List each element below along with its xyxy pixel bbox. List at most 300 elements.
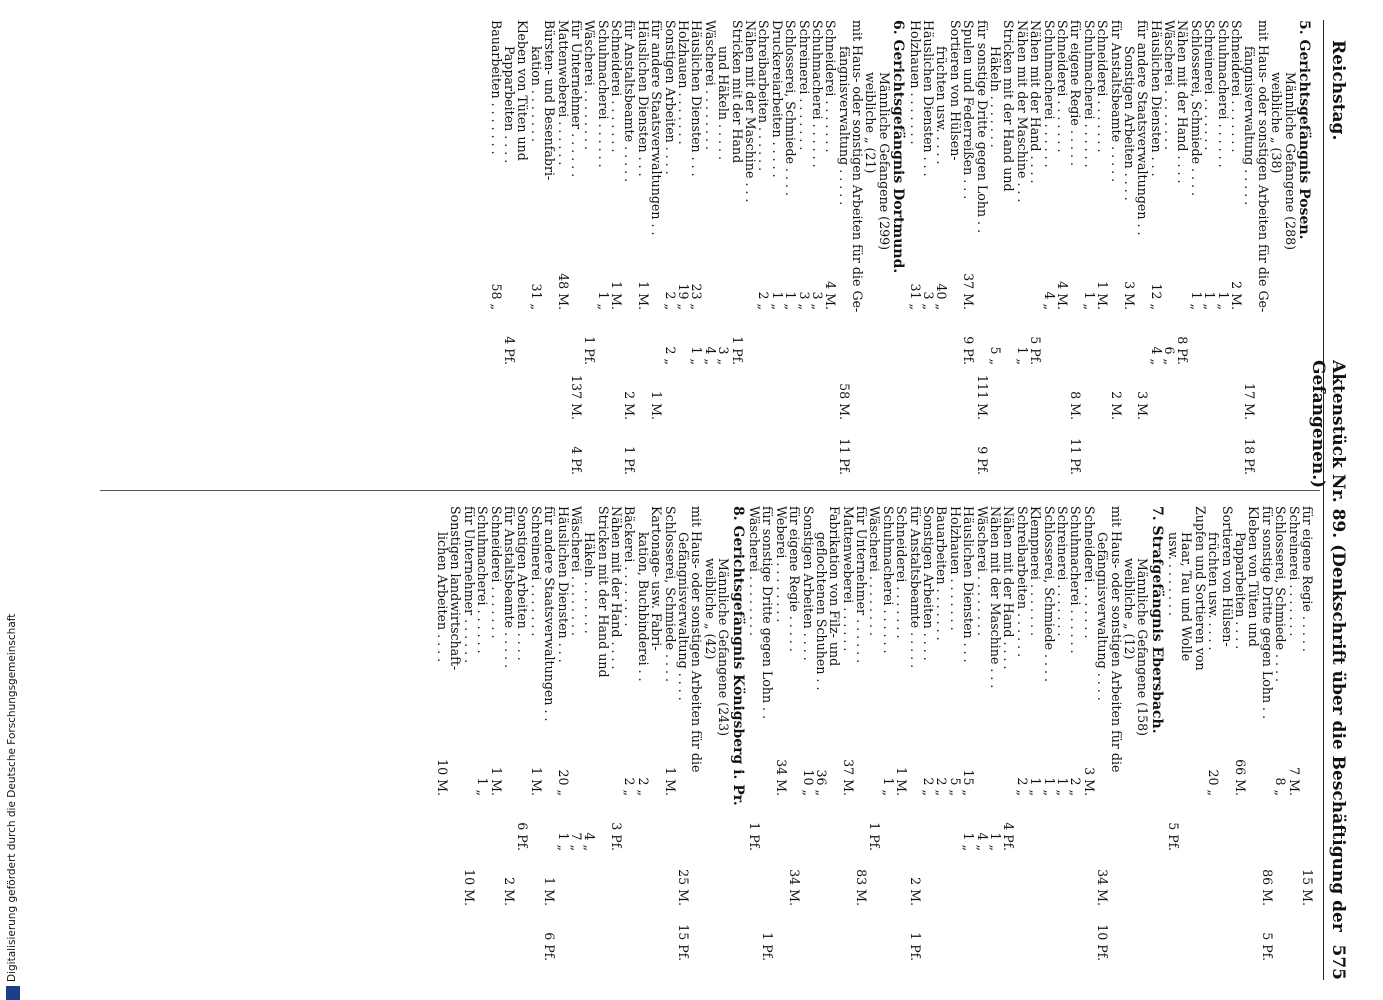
row-value-v1: 37 M. xyxy=(840,759,856,796)
row-value-v1: 36 „ xyxy=(813,769,829,796)
row-label: kation, Buchbinderei . . xyxy=(635,532,651,682)
row-label: weibliche „ (38) xyxy=(1269,72,1285,174)
row-value-v1: 10 M. xyxy=(435,759,450,796)
row-value-v2: 5 „ xyxy=(988,346,1004,365)
row-label: Schuhmacherei . . . . . . xyxy=(595,20,611,168)
row-value-v2: 1 „ xyxy=(555,832,571,851)
row-label: Druckereiarbeiten . . . . . xyxy=(769,20,785,178)
row-value-v1: 1 M. xyxy=(635,281,651,310)
row-value-v3: 3 M. xyxy=(1135,391,1151,420)
table-row xyxy=(770,20,783,475)
row-value-v1: 4 M. xyxy=(1054,281,1070,310)
row-label: Gefängnisverwaltung . . . . xyxy=(1095,532,1111,701)
row-value-v4: 9 Pf. xyxy=(974,446,990,475)
table-row xyxy=(1256,20,1269,475)
table-row xyxy=(503,20,516,475)
row-label: Schuhmacherei . . . . . . xyxy=(809,20,825,168)
table-row xyxy=(922,506,935,961)
table-row xyxy=(543,506,556,961)
page-header xyxy=(1308,20,1350,980)
row-label: Schuhmacherei . . . . . . xyxy=(475,506,491,654)
table-row xyxy=(1069,20,1082,475)
row-label: Schreinerei . . . . . . . xyxy=(796,20,812,151)
row-value-v1: 2 „ xyxy=(635,777,651,796)
row-label: Nähen mit der Maschine . . . xyxy=(1014,20,1030,203)
row-value-v2: 4 „ xyxy=(702,346,718,365)
row-value-v2: 4 „ xyxy=(974,832,990,851)
row-label: für eigene Regie . . . . . xyxy=(1300,506,1315,652)
row-label: weibliche „ (42) xyxy=(702,558,718,660)
row-value-v3: 1 M. xyxy=(649,391,665,420)
table-row xyxy=(948,506,961,961)
row-value-v1: 1 M. xyxy=(662,767,678,796)
table-row xyxy=(1243,20,1256,475)
row-value-v2: 8 Pf. xyxy=(1175,336,1191,365)
row-value-v2: 1 „ xyxy=(961,832,977,851)
row-label: Schneiderei . . . . . . . xyxy=(1095,20,1111,153)
row-label: Schuhmacherei . . . . . . xyxy=(1041,20,1057,168)
row-label: Stricken mit der Hand und xyxy=(595,506,611,678)
row-value-v1: 19 „ xyxy=(676,283,692,310)
row-value-v1: 2 M. xyxy=(1229,281,1245,310)
digitization-credit: Digitalisierung gefördert durch die Deutsche Forschungsgemeinschaft xyxy=(6,613,18,982)
row-label: Nähen mit der Maschine . . . xyxy=(742,20,758,203)
row-label: kation . . . . . . . xyxy=(528,46,544,142)
row-value-v1: 1 „ xyxy=(475,777,491,796)
row-label: Schneiderei . . . . . . . xyxy=(823,20,839,153)
row-label: Schlosserei, Schmiede . . . . xyxy=(1273,506,1289,683)
row-value-v4: 1 Pf. xyxy=(760,932,776,961)
table-row xyxy=(948,20,961,475)
table-row xyxy=(610,20,623,475)
table-row xyxy=(1283,20,1296,475)
row-value-v1: 31 „ xyxy=(528,283,544,310)
table-row xyxy=(1096,20,1109,475)
row-value-v1: 20 „ xyxy=(555,769,571,796)
row-label: für eigene Regie . . . . . xyxy=(1068,20,1084,166)
row-value-v4: 6 Pf. xyxy=(542,932,558,961)
row-label: Männliche Gefangene (288) xyxy=(1282,72,1298,251)
row-value-v4: 4 Pf. xyxy=(568,446,584,475)
section-heading xyxy=(1148,506,1165,961)
table-row xyxy=(1189,20,1202,475)
table-row xyxy=(908,506,921,961)
row-label: Schneiderei . . . . . . . xyxy=(1229,20,1245,153)
row-value-v2: 6 „ xyxy=(1162,346,1178,365)
row-label: Kartonage- usw. Fabri- xyxy=(649,506,665,651)
table-row xyxy=(797,20,810,475)
table-row xyxy=(1056,20,1069,475)
table-row xyxy=(1260,506,1273,961)
row-label: für Unternehmer . . . . . . xyxy=(854,506,870,664)
row-label: mit Haus- oder sonstigen Arbeiten für die Ge- xyxy=(850,20,866,313)
row-label: Bäckerei . . . . . . . . xyxy=(622,506,638,627)
table-row xyxy=(529,506,542,961)
row-label: Häkeln . . . . . . . xyxy=(988,46,1004,148)
left-column xyxy=(489,20,1314,475)
row-label: geflochtenen Schuhen . . xyxy=(813,532,829,691)
row-value-v2: 1 „ xyxy=(988,832,1004,851)
row-label: Häuslichen Diensten . . . xyxy=(555,506,571,663)
row-label: Wäscherei . . . . . . . . xyxy=(702,20,718,150)
row-value-v1: 3 M. xyxy=(1121,281,1137,310)
table-row xyxy=(1136,506,1149,961)
row-value-v1: 31 „ xyxy=(907,283,923,310)
table-row xyxy=(864,20,877,475)
row-value-v1: 1 „ xyxy=(1054,777,1070,796)
row-label: Klempnerei . . . . . . . xyxy=(1028,506,1044,637)
row-value-v3: 58 M. xyxy=(836,383,852,420)
row-label: für Unternehmer . . . . . . xyxy=(568,20,584,178)
table-row xyxy=(730,20,743,475)
row-label: Sonstigen Arbeiten . . . . xyxy=(800,506,816,661)
row-value-v3: 2 M. xyxy=(501,877,517,906)
rotated-page-content xyxy=(90,20,1350,980)
row-value-v4: 15 Pf. xyxy=(676,924,692,961)
row-label: Schuhmacherei . . . . . . xyxy=(1081,20,1097,168)
table-row xyxy=(1109,506,1122,961)
row-label: für eigene Regie . . . . . xyxy=(787,506,803,652)
table-row xyxy=(1096,506,1109,961)
row-label: Sortieren von Hülsen- xyxy=(1219,506,1235,647)
row-label: Wäscherei . . . . . . . . xyxy=(1162,20,1178,150)
table-row xyxy=(636,20,649,475)
row-value-v1: 58 „ xyxy=(488,283,504,310)
table-row xyxy=(774,506,787,961)
table-row xyxy=(449,506,462,961)
table-row xyxy=(570,506,583,961)
row-value-v1: 8 „ xyxy=(1273,777,1289,796)
table-row xyxy=(570,20,583,475)
row-value-v1: 1 M. xyxy=(528,767,544,796)
table-row xyxy=(761,506,774,961)
row-label: Häuslichen Diensten . . . xyxy=(635,20,651,177)
table-row xyxy=(837,20,850,475)
row-value-v1: 66 M. xyxy=(1233,759,1249,796)
row-value-v2: 5 Pf. xyxy=(1166,822,1182,851)
table-row xyxy=(908,20,921,475)
table-row xyxy=(677,20,690,475)
row-value-v4: 11 Pf. xyxy=(836,438,852,475)
table-row xyxy=(1301,506,1314,961)
row-value-v3: 86 M. xyxy=(1259,869,1275,906)
table-row xyxy=(811,20,824,475)
row-value-v1: 3 „ xyxy=(809,291,825,310)
table-row xyxy=(636,506,649,961)
table-row xyxy=(543,20,556,475)
row-label: Stricken mit der Hand und xyxy=(1001,20,1017,192)
table-row xyxy=(788,506,801,961)
row-label: Männliche Gefangene (299) xyxy=(876,72,892,251)
table-row xyxy=(677,506,690,961)
row-label: Schreinerei . . . . . . . xyxy=(1202,20,1218,151)
table-row xyxy=(989,20,1002,475)
row-value-v2: 2 „ xyxy=(662,346,678,365)
table-row xyxy=(744,20,757,475)
row-value-v2: 4 „ xyxy=(582,832,598,851)
table-row xyxy=(1193,506,1206,961)
row-label: 7. Strafgefängnis Ebersbach. xyxy=(1148,506,1165,734)
row-label: Nähen mit der Hand . . . . xyxy=(1001,506,1017,670)
row-value-v1: 1 M. xyxy=(1095,281,1111,310)
row-value-v2: 1 Pf. xyxy=(729,336,745,365)
table-row xyxy=(663,506,676,961)
row-value-v3: 34 M. xyxy=(1095,869,1111,906)
table-row xyxy=(855,506,868,961)
row-value-v2: 1 „ xyxy=(1014,346,1030,365)
table-row xyxy=(1029,20,1042,475)
row-value-v2: 1 Pf. xyxy=(582,336,598,365)
table-row xyxy=(1234,506,1247,961)
row-label: früchten usw. . . . . xyxy=(934,46,950,165)
row-label: Holzhauen . . . . . . . xyxy=(947,506,963,631)
table-row xyxy=(1015,20,1028,475)
row-value-v3: 137 M. xyxy=(568,375,584,420)
row-value-v3: 83 M. xyxy=(854,869,870,906)
row-label: Schneiderei . . . . . . . xyxy=(1054,20,1070,153)
row-value-v2: 6 Pf. xyxy=(515,822,531,851)
table-row xyxy=(436,506,449,961)
row-label: Papparbeiten . . . . xyxy=(501,46,517,164)
table-row xyxy=(1274,506,1287,961)
row-value-v1: 34 M. xyxy=(773,759,789,796)
row-label: weibliche „ (21) xyxy=(863,72,879,174)
row-value-v4: 1 Pf. xyxy=(907,932,923,961)
row-label: Schreinerei . . . . . . . xyxy=(1286,506,1302,637)
table-row xyxy=(1123,506,1136,961)
table-row xyxy=(1136,20,1149,475)
row-value-v3: 34 M. xyxy=(787,869,803,906)
row-value-v1: 3 M. xyxy=(1081,767,1097,796)
row-label: Wäscherei . . . . . . . . xyxy=(974,506,990,636)
row-value-v1: 12 „ xyxy=(1148,283,1164,310)
section-heading xyxy=(1297,20,1310,475)
row-label: für andere Staatsverwaltungen . . xyxy=(1135,20,1151,236)
row-label: Häuslichen Diensten . . . xyxy=(921,20,937,177)
table-row xyxy=(663,20,676,475)
row-value-v1: 4 M. xyxy=(823,281,839,310)
row-label: Bauarbeiten . . . . . . . xyxy=(934,506,950,641)
row-value-v3: 25 M. xyxy=(676,869,692,906)
row-label: Schreibarbeiten . . . . . . xyxy=(756,20,772,172)
row-value-v1: 1 M. xyxy=(488,767,504,796)
table-row xyxy=(935,20,948,475)
table-row xyxy=(503,506,516,961)
row-label: Bürsten- und Besenfabri- xyxy=(542,20,558,181)
table-row xyxy=(529,20,542,475)
row-label: Sonstigen Arbeiten . . . . xyxy=(662,20,678,175)
table-row xyxy=(1163,20,1176,475)
row-label: Schlosserei, Schmiede . . . . xyxy=(662,506,678,683)
table-row xyxy=(1230,20,1243,475)
row-value-v1: 10 „ xyxy=(800,769,816,796)
row-label: fängnisverwaltung . . . . . xyxy=(836,46,852,206)
row-label: 5. Gerichtsgefängnis Posen. xyxy=(1296,20,1312,240)
row-value-v2: 4 Pf. xyxy=(1001,822,1017,851)
row-value-v1: 1 „ xyxy=(1081,291,1097,310)
row-value-v1: 7 M. xyxy=(1286,767,1302,796)
row-value-v1: 2 „ xyxy=(1014,777,1030,796)
row-value-v1: 1 „ xyxy=(1202,291,1218,310)
row-label: Mattenweberei . . . . . . xyxy=(555,20,571,166)
row-label: Schuhmacherei . . . . . . xyxy=(880,506,896,654)
row-value-v1: 2 „ xyxy=(622,777,638,796)
section-heading xyxy=(729,506,746,961)
row-label: Wäscherei . . . . . . . . xyxy=(582,20,598,150)
table-row xyxy=(1123,20,1136,475)
table-row xyxy=(1042,20,1055,475)
row-label: Sortieren von Hülsen- xyxy=(947,20,963,161)
row-label: Bauarbeiten . . . . . . . xyxy=(488,20,504,155)
row-label: Gefängnisverwaltung . . . . xyxy=(676,532,692,701)
row-value-v2: 4 „ xyxy=(1148,346,1164,365)
row-label: Stricken mit der Hand xyxy=(729,20,745,164)
row-value-v2: 3 „ xyxy=(716,346,732,365)
row-label: Schuhmacherei . . . . . . xyxy=(1215,20,1231,168)
table-row xyxy=(1247,506,1260,961)
row-label: Häuslichen Diensten . . . xyxy=(1148,20,1164,177)
row-value-v1: 1 „ xyxy=(1215,291,1231,310)
row-label: Häuslichen Diensten . . . xyxy=(961,506,977,663)
row-label: lichen Arbeiten . . . . xyxy=(435,532,450,663)
row-label: Spulen und Federreißen . . . xyxy=(961,20,977,200)
row-label: Schneiderei . . . . . . . xyxy=(894,506,910,639)
row-label: 8. Gerichtsgefängnis Königsberg i. Pr. xyxy=(729,506,746,806)
row-label: Schlosserei, Schmiede . . . . xyxy=(1188,20,1204,197)
table-row xyxy=(1167,506,1180,961)
row-value-v1: 37 M. xyxy=(961,273,977,310)
row-value-v1: 1 „ xyxy=(595,291,611,310)
table-row xyxy=(801,506,814,961)
row-label: Holzhauen . . . . . . . xyxy=(676,20,692,145)
row-label: Holzhauen . . . . . . . xyxy=(907,20,923,145)
row-label: Nähen mit der Hand . . . . xyxy=(1175,20,1191,184)
table-row xyxy=(703,506,716,961)
row-label: für andere Staatsverwaltungen . . xyxy=(649,20,665,236)
table-row xyxy=(717,20,730,475)
row-value-v1: 2 „ xyxy=(662,291,678,310)
row-label: für Anstaltsbeamte . . . . . xyxy=(622,20,638,183)
table-row xyxy=(623,506,636,961)
table-row xyxy=(815,506,828,961)
row-label: für Anstaltsbeamte . . . . . xyxy=(907,506,923,669)
side-credit xyxy=(6,10,20,1000)
table-row xyxy=(1207,506,1220,961)
table-row xyxy=(596,506,609,961)
table-row xyxy=(757,20,770,475)
row-label: für Anstaltsbeamte . . . . . xyxy=(501,506,517,669)
row-value-v3: 2 M. xyxy=(622,391,638,420)
section-heading xyxy=(890,20,907,475)
table-row xyxy=(1015,506,1028,961)
row-value-v4: 5 Pf. xyxy=(1259,932,1275,961)
table-row xyxy=(489,506,502,961)
row-label: Schneiderei . . . . . . . xyxy=(488,506,504,639)
row-label: Schreibarbeiten . . . . . . xyxy=(1014,506,1030,658)
table-row xyxy=(1149,20,1162,475)
row-label: Häuslichen Diensten . . . xyxy=(689,20,705,177)
row-value-v4: 18 Pf. xyxy=(1242,438,1258,475)
row-value-v1: 2 „ xyxy=(921,777,937,796)
table-row xyxy=(650,20,663,475)
row-label: weibliche „ (12) xyxy=(1121,558,1137,660)
table-row xyxy=(962,20,975,475)
row-label: Fabrikation von Filz- und xyxy=(827,506,843,667)
table-row xyxy=(489,20,502,475)
row-label: Mattenweberei . . . . . . xyxy=(840,506,856,652)
row-value-v3: 8 M. xyxy=(1068,391,1084,420)
row-label: Häkeln . . . . . . . xyxy=(582,532,598,634)
table-row xyxy=(962,506,975,961)
row-value-v4: 10 Pf. xyxy=(1095,924,1111,961)
row-value-v1: 1 „ xyxy=(880,777,896,796)
row-value-v2: 1 Pf. xyxy=(746,822,762,851)
table-row xyxy=(922,20,935,475)
row-value-v1: 1 M. xyxy=(894,767,910,796)
table-row xyxy=(703,20,716,475)
row-label: für sonstige Dritte gegen Lohn . . xyxy=(1259,506,1275,720)
table-row xyxy=(841,506,854,961)
row-value-v1: 2 „ xyxy=(934,777,950,796)
row-label: Kleben von Tüten und xyxy=(515,20,531,161)
row-value-v1: 1 „ xyxy=(1188,291,1204,310)
row-value-v3: 2 M. xyxy=(1108,391,1124,420)
row-label: Haar, Tau und Wolle xyxy=(1179,532,1195,662)
row-label: mit Haus- oder sonstigen Arbeiten für die xyxy=(689,506,705,773)
table-row xyxy=(516,20,529,475)
row-label: Männliche Gefangene (243) xyxy=(716,558,732,737)
row-value-v1: 1 „ xyxy=(1028,777,1044,796)
table-row xyxy=(1056,506,1069,961)
row-label: Zupfen und Sortieren von xyxy=(1192,506,1208,671)
table-row xyxy=(784,20,797,475)
table-row xyxy=(1069,506,1082,961)
row-label: früchten usw. . . . . xyxy=(1206,532,1222,651)
row-value-v1: 1 M. xyxy=(609,281,625,310)
dfg-logo-icon xyxy=(6,986,20,1000)
page-number: 575 xyxy=(1328,944,1348,980)
row-value-v2: 1 „ xyxy=(689,346,705,365)
row-label: usw. . . . . . . . xyxy=(1166,532,1182,616)
row-value-v3: 17 M. xyxy=(1242,383,1258,420)
table-row xyxy=(868,506,881,961)
table-row xyxy=(1203,20,1216,475)
table-row xyxy=(1109,20,1122,475)
table-row xyxy=(650,506,663,961)
row-label: Schlosserei, Schmiede . . . . xyxy=(783,20,799,197)
row-value-v1: 2 „ xyxy=(756,291,772,310)
table-row xyxy=(1176,20,1189,475)
row-label: für sonstige Dritte gegen Lohn . . xyxy=(760,506,776,720)
table-row xyxy=(748,506,761,961)
table-row xyxy=(1287,506,1300,961)
row-value-v1: 3 „ xyxy=(796,291,812,310)
row-value-v1: 1 „ xyxy=(783,291,799,310)
table-row xyxy=(1042,506,1055,961)
table-row xyxy=(596,20,609,475)
table-row xyxy=(935,506,948,961)
header-left: Reichstag. xyxy=(1328,40,1348,141)
row-value-v2: 9 Pf. xyxy=(961,336,977,365)
row-value-v1: 40 „ xyxy=(934,283,950,310)
right-column xyxy=(436,506,1314,961)
row-label: Schlosserei, Schmiede . . . . xyxy=(1041,506,1057,683)
row-value-v1: 5 „ xyxy=(947,777,963,796)
row-label: Nähen mit der Maschine . . . xyxy=(988,506,1004,689)
row-value-v3: 111 M. xyxy=(974,375,990,420)
row-value-v2: 7 „ xyxy=(568,832,584,851)
table-row xyxy=(1002,20,1015,475)
